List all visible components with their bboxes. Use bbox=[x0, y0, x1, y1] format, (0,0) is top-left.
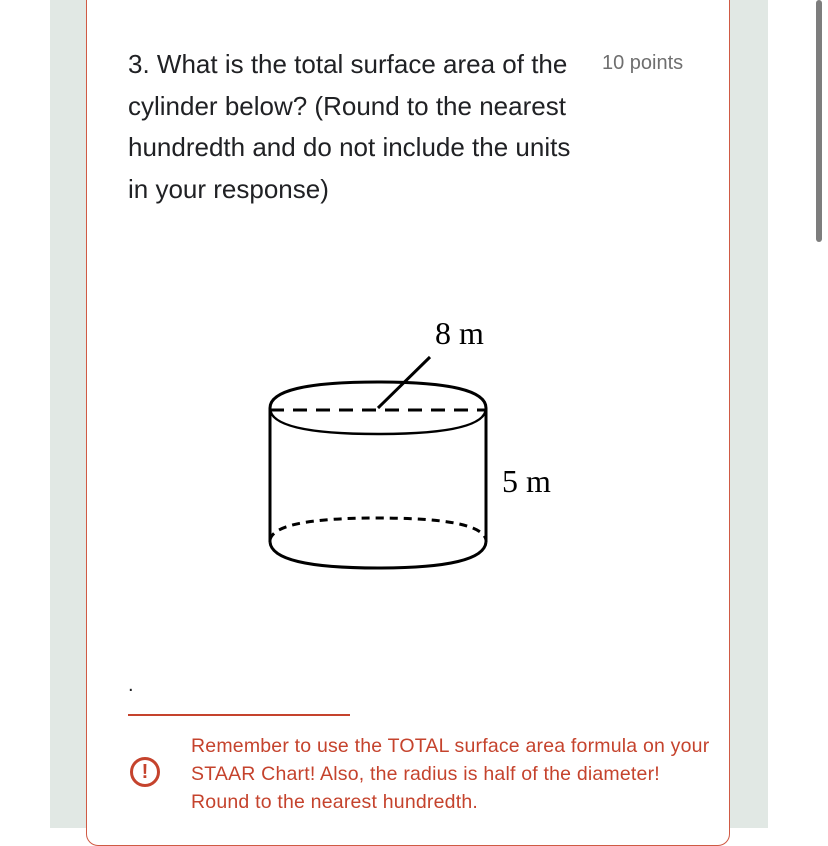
cylinder-figure bbox=[250, 300, 580, 600]
validation-message: Remember to use the TOTAL surface area formula on your STAAR Chart! Also, the radius is half of the diameter! Round to the nearest hundredth. bbox=[191, 735, 710, 813]
error-exclamation-icon: ! bbox=[130, 757, 160, 787]
answer-input[interactable]: . bbox=[128, 674, 134, 696]
answer-underline[interactable] bbox=[128, 714, 350, 716]
cylinder-top-front-arc bbox=[270, 408, 486, 434]
scrollbar[interactable] bbox=[816, 0, 822, 242]
points-label: 10 points bbox=[602, 52, 684, 74]
cylinder-bottom-front-arc bbox=[270, 542, 486, 568]
question-title: 3. What is the total surface area of the cylinder below? (Round to the nearest hundredth and do not include the units in your response) bbox=[128, 49, 571, 204]
height-label: 5 m bbox=[502, 463, 551, 499]
cylinder-bottom-back-arc bbox=[270, 518, 486, 540]
cylinder-top-back-arc bbox=[270, 382, 486, 408]
diameter-label: 8 m bbox=[435, 315, 484, 351]
